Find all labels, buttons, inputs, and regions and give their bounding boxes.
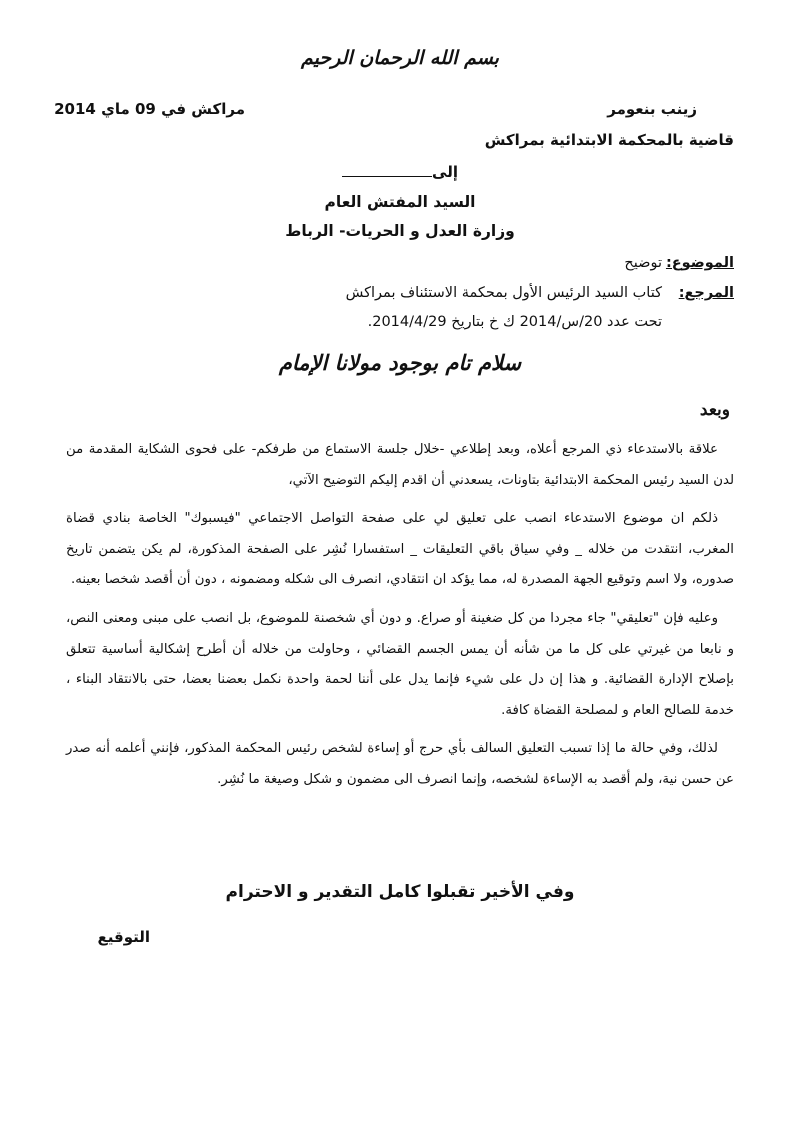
subject-value: توضيح bbox=[624, 255, 662, 271]
to-label-block bbox=[0, 163, 800, 181]
body-paragraph: لذلك، وفي حالة ما إذا تسبب التعليق السالف بأي حرج أو إساءة لشخص رئيس المحكمة المذكور، فإنني أعلمه أنه صدر عن حسن نية، ولم أقصد به الإساءة لشخصه، وإنما انصرف الى مضمون و شكل وصيغة ما نُشِر. bbox=[66, 741, 734, 787]
letter-body bbox=[66, 435, 734, 804]
recipient-name: السيد المفتش العام bbox=[324, 193, 476, 211]
body-paragraph: علاقة بالاستدعاء ذي المرجع أعلاه، وبعد إطلاعي -خلال جلسة الاستماع من طرفكم- على فحوى الشكاية المقدمة من لدن السيد رئيس المحكمة الابتدائية بتاونات، يسعدني أن اقدم إليكم التوضيح الآتي، bbox=[66, 442, 734, 488]
reference-row bbox=[346, 285, 734, 301]
sender-title: قاضية بالمحكمة الابتدائية بمراكش bbox=[484, 131, 734, 149]
recipient-ministry: وزارة العدل و الحريات- الرباط bbox=[285, 222, 515, 240]
signature-label: التوقيع bbox=[97, 928, 150, 946]
wabaad-heading: وبعد bbox=[699, 400, 730, 420]
place-date: مراكش في 09 ماي 2014 bbox=[54, 100, 245, 118]
to-underline bbox=[342, 168, 432, 177]
body-paragraph: وعليه فإن "تعليقي" جاء مجردا من كل ضغينة أو صراع. و دون أي شخصنة للموضوع، بل انصب على مبنى ومعنى النص، و نابعا من غيرتي على كل ما من شأنه أن يمس الجسم القضائي ، وحاولت من خلاله أن أطرح إشكالية أساسية تتعلق بإصلاح الإدارة القضائية. و هذا إن دل على شيء فإنما يدل على أننا لحمة واحدة نكمل بعضنا بعضا، حتى بالانتقاد البناء ، خدمة للصالح العام و لمصلحة القضاة كافة. bbox=[66, 610, 734, 718]
subject-row bbox=[624, 255, 734, 271]
sender-name: زينب بنعومر bbox=[607, 100, 697, 118]
subject-label: الموضوع: bbox=[665, 255, 734, 271]
reference-continuation: تحت عدد 20/س/2014 ك خ بتاريخ 2014/4/29. bbox=[367, 314, 662, 330]
salutation: سلام تام بوجود مولانا الإمام bbox=[278, 350, 522, 375]
reference-value: كتاب السيد الرئيس الأول بمحكمة الاستئناف بمراكش bbox=[345, 285, 662, 301]
closing-line: وفي الأخير تقبلوا كامل التقدير و الاحترام bbox=[225, 882, 575, 902]
body-paragraph: ذلكم ان موضوع الاستدعاء انصب على تعليق لي على صفحة التواصل الاجتماعي "فيسبوك" الخاصة بنادي قضاة المغرب، انتقدت من خلاله _ وفي سياق باقي التعليقات _ استفسارا نُشِر على الصفحة المذكورة، لم يكن يتضمن تاريخ صدوره، ولا اسم وتوقيع الجهة المصدرة له، مما يؤكد ان انتقادي، انصرف الى شكله ومضمونه ، دون أن أقصد شخصا بعينه. bbox=[66, 511, 734, 588]
reference-label: المرجع: bbox=[678, 285, 734, 301]
basmala-heading: بسم الله الرحمان الرحيم bbox=[301, 47, 499, 69]
to-label: إلى bbox=[432, 163, 458, 181]
